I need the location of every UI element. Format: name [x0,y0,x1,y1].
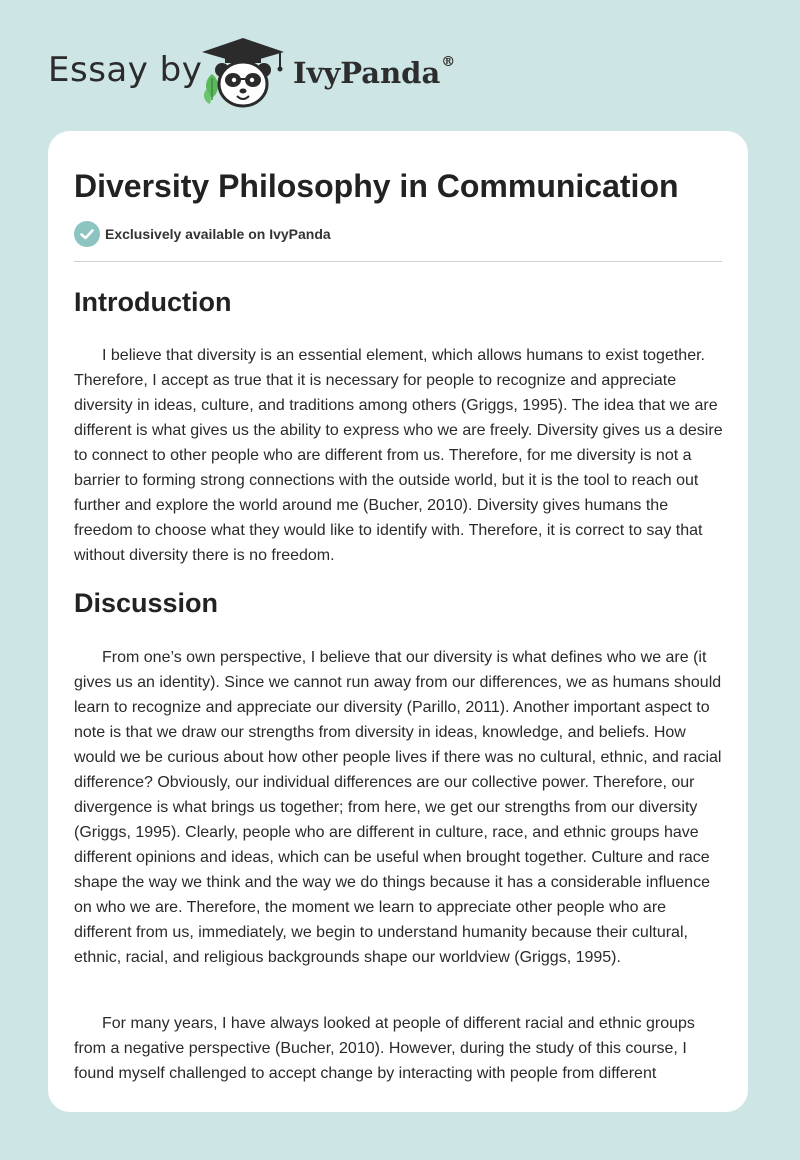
essay-by-label: Essay by [48,50,203,90]
brand-name: IvyPanda [293,56,441,90]
section-heading-discussion: Discussion [74,588,219,618]
site-header [0,0,800,130]
panda-graduate-icon[interactable] [200,34,286,110]
article-card [48,131,748,1112]
paragraph-introduction-1: I believe that diversity is an essential element, which allows humans to exist together. Therefore, I accept as true that it is necessary for people to recognize and appreciate diversity in ideas, culture, and traditions among others (Griggs, 1995). The idea that we are different is what gives us the ability to express who we are freely. Diversity gives us a desire to connect to other people who are different from us. Therefore, for me diversity is not a barrier to forming strong connections with the outside world, but it is the tool to reach out further and explore the world around me (Bucher, 2010). Diversity gives humans the freedom to choose what they would like to identify with. Therefore, it is correct to say that without diversity there is no freedom. [74,347,723,564]
article-title: Diversity Philosophy in Communication [74,168,679,204]
registered-mark: ® [441,54,456,70]
title-divider [74,261,722,262]
brand-logo-text[interactable] [293,56,455,90]
paragraph-discussion-2: For many years, I have always looked at people of different racial and ethnic groups from a negative perspective (Bucher, 2010). However, during the study of this course, I found myself challenged to accept change by interacting with people from different [74,1015,695,1082]
section-heading-introduction: Introduction [74,287,232,317]
check-circle-icon [74,221,100,247]
paragraph-discussion-1: From one’s own perspective, I believe that our diversity is what defines who we are (it gives us an identity). Since we cannot run away from our differences, we as humans should learn to recognize and appreciate our diversity (Parillo, 2011). Another important aspect to note is that we draw our strengths from diversity in ideas, knowledge, and beliefs. How would we be curious about how other people lives if there was no cultural, ethnic, and racial difference? Obviously, our individual differences are our collective power. Therefore, our divergence is what brings us together; from here, we get our strengths from our diversity (Griggs, 1995). Clearly, people who are different in culture, race, and ethnic groups have different opinions and ideas, which can be useful when brought together. Culture and race shape the way we think and the way we do things because it has a considerable influence on who we are. Therefore, the moment we learn to appreciate other people who are different from us, immediately, we begin to understand humanity because their cultural, ethnic, racial, and religious backgrounds shape our worldview (Griggs, 1995). [74,649,722,966]
exclusive-text: Exclusively available on IvyPanda [105,226,331,242]
exclusive-badge [74,221,331,247]
